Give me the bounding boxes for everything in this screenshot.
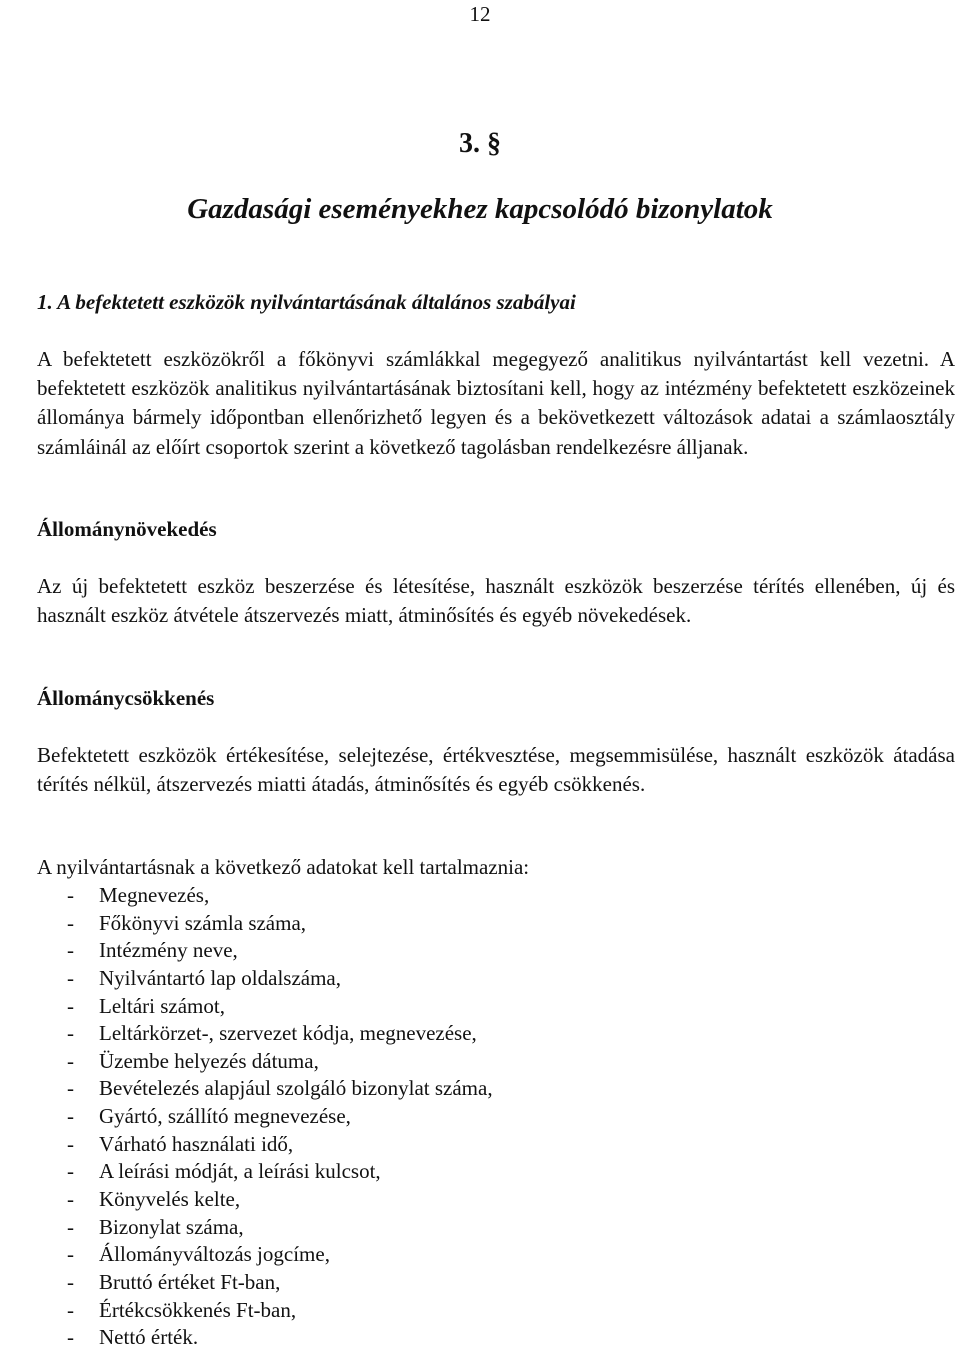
heading-decrease: Állománycsökkenés [37, 686, 215, 710]
list-item: - Főkönyvi számla száma, [67, 910, 307, 935]
intro-paragraph: A befektetett eszközökről a főkönyvi számlákkal megegyező analitikus nyilvántartást kell vezetni. A befektetett eszközök analitikus nyilvántartásának biztosítani kell, hogy az intézmény befektetett eszközeinek állománya bármely időpontban ellenőrizhető legyen és a bekövetkezett változások adatai a számlaosztály számláinál az előírt csoportok szerint a következő tagolásban rendelkezésre álljanak. [37, 347, 955, 459]
list-item: - Bizonylat száma, [67, 1214, 244, 1239]
list-item: - Leltárkörzet-, szervezet kódja, megnevezése, [67, 1021, 477, 1046]
list-item: - Állományváltozás jogcíme, [67, 1242, 330, 1267]
list-item: - Bruttó értéket Ft-ban, [67, 1269, 281, 1294]
paragraph-decrease: Befektetett eszközök értékesítése, selejtezése, értékvesztése, megsemmisülése, használt eszközök átadása térítés nélkül, átszervezés miatti átadás, átminősítés és egyéb csökkenés. [37, 743, 955, 797]
list-item: - Intézmény neve, [67, 938, 238, 963]
list-intro: A nyilvántartásnak a következő adatokat kell tartalmaznia: [37, 855, 530, 879]
list-item: - Leltári számot, [67, 993, 225, 1018]
subheading: 1. A befektetett eszközök nyilvántartásának általános szabályai [37, 290, 576, 314]
list-item: - Nettó érték. [67, 1325, 199, 1350]
list-item: - Megnevezés, [67, 883, 210, 907]
list-item: - Értékcsökkenés Ft-ban, [67, 1297, 297, 1322]
list-item: - Bevételezés alapjául szolgáló bizonylat száma, [67, 1076, 493, 1101]
list-item: - Várható használati idő, [67, 1131, 294, 1156]
required-data-list [37, 882, 493, 1352]
list-item: - Könyvelés kelte, [67, 1187, 241, 1212]
section-number: 3. § [459, 128, 501, 159]
list-item: - A leírási módját, a leírási kulcsot, [67, 1159, 381, 1184]
paragraph-increase: Az új befektetett eszköz beszerzése és létesítése, használt eszközök beszerzése térítés ellenében, új és használt eszköz átvétele átszervezés miatt, átminősítés és egyéb növekedések. [37, 574, 955, 628]
heading-increase: Állománynövekedés [37, 517, 217, 541]
page-title: Gazdasági eseményekhez kapcsolódó bizonylatok [187, 193, 773, 225]
page-number: 12 [469, 2, 491, 26]
list-item: - Gyártó, szállító megnevezése, [67, 1104, 351, 1129]
list-item: - Üzembe helyezés dátuma, [67, 1048, 319, 1073]
list-item: - Nyilvántartó lap oldalszáma, [67, 965, 342, 990]
